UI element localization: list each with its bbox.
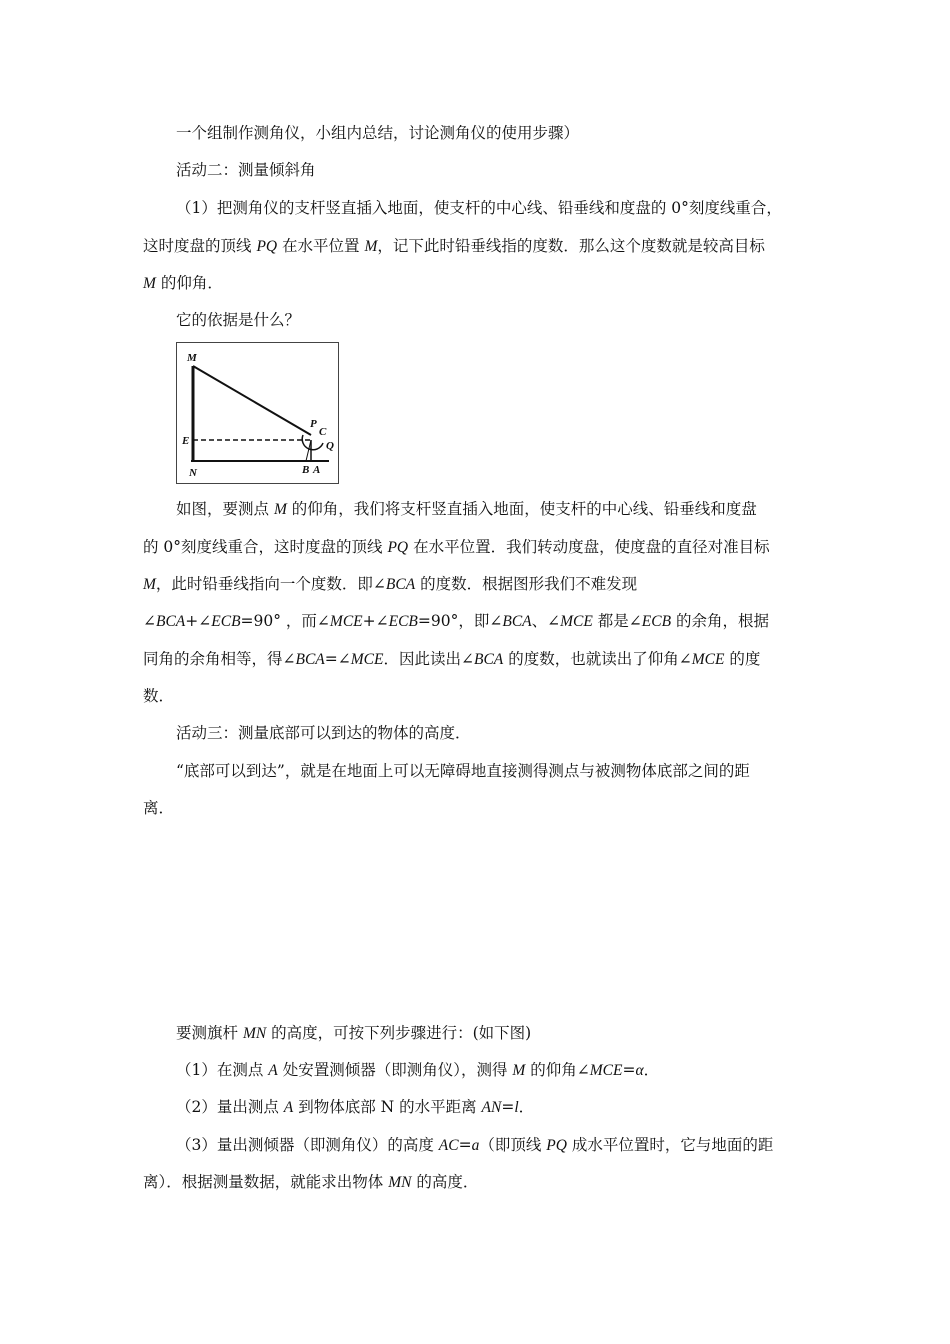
explanation-line3: M，此时铅垂线指向一个度数．即∠BCA 的度数．根据图形我们不难发现 bbox=[143, 575, 638, 593]
label-n: N bbox=[189, 467, 197, 479]
label-m: M bbox=[187, 352, 197, 364]
label-b: B bbox=[302, 464, 310, 476]
label-p: P bbox=[310, 418, 317, 430]
sight-line-mp bbox=[193, 366, 311, 435]
explanation-line2: 的 0°刻度线重合，这时度盘的顶线 PQ 在水平位置．我们转动度盘，使度盘的直径对准目标 bbox=[143, 538, 770, 556]
paragraph-step1-line1: （1）把测角仪的支杆竖直插入地面，使支杆的中心线、铅垂线和度盘的 0°刻度线重合， bbox=[176, 199, 782, 217]
heading-activity-3: 活动三：测量底部可以到达的物体的高度． bbox=[176, 724, 471, 742]
paragraph-intro: 一个组制作测角仪，小组内总结，讨论测角仪的使用步骤） bbox=[176, 124, 580, 142]
label-e: E bbox=[182, 435, 190, 447]
explanation-line4: ∠BCA+∠ECB=90° ，而∠MCE+∠ECB=90°，即∠BCA、∠MCE 都是∠ECB 的余角，根据 bbox=[143, 612, 769, 630]
flagpole-step3-line2: 离）．根据测量数据，就能求出物体 MN 的高度． bbox=[143, 1173, 479, 1191]
explanation-line5: 同角的余角相等，得∠BCA=∠MCE．因此读出∠BCA 的度数，也就读出了仰角∠MCE 的度 bbox=[143, 650, 761, 668]
paragraph-step1-line3: M 的仰角． bbox=[143, 274, 223, 292]
flagpole-step3-line1: （3）量出测倾器（即测角仪）的高度 AC=a（即顶线 PQ 成水平位置时，它与地面的距 bbox=[176, 1136, 774, 1154]
flagpole-step1: （1）在测点 A 处安置测倾器（即测角仪），测得 M 的仰角∠MCE=α． bbox=[176, 1061, 660, 1079]
flagpole-step2: （2）量出测点 A 到物体底部 N 的水平距离 AN=l． bbox=[176, 1098, 535, 1116]
label-q: Q bbox=[326, 440, 334, 452]
flagpole-intro: 要测旗杆 MN 的高度，可按下列步骤进行：(如下图) bbox=[176, 1024, 532, 1042]
angle-measure-figure bbox=[176, 342, 339, 484]
paragraph-step1-line2: 这时度盘的顶线 PQ 在水平位置 M，记下此时铅垂线指的度数．那么这个度数就是较高目标 bbox=[143, 237, 765, 255]
definition-line1: “底部可以到达”，就是在地面上可以无障碍地直接测得测点与被测物体底部之间的距 bbox=[176, 762, 750, 780]
definition-line2: 离． bbox=[143, 799, 175, 817]
explanation-line1: 如图，要测点 M 的仰角，我们将支杆竖直插入地面，使支杆的中心线、铅垂线和度盘 bbox=[176, 500, 757, 518]
angle-measure-diagram bbox=[177, 343, 338, 483]
explanation-line6: 数． bbox=[143, 687, 175, 705]
label-c: C bbox=[319, 426, 327, 438]
heading-activity-2: 活动二：测量倾斜角 bbox=[176, 161, 316, 179]
question-basis: 它的依据是什么？ bbox=[176, 311, 301, 329]
label-a: A bbox=[313, 464, 321, 476]
